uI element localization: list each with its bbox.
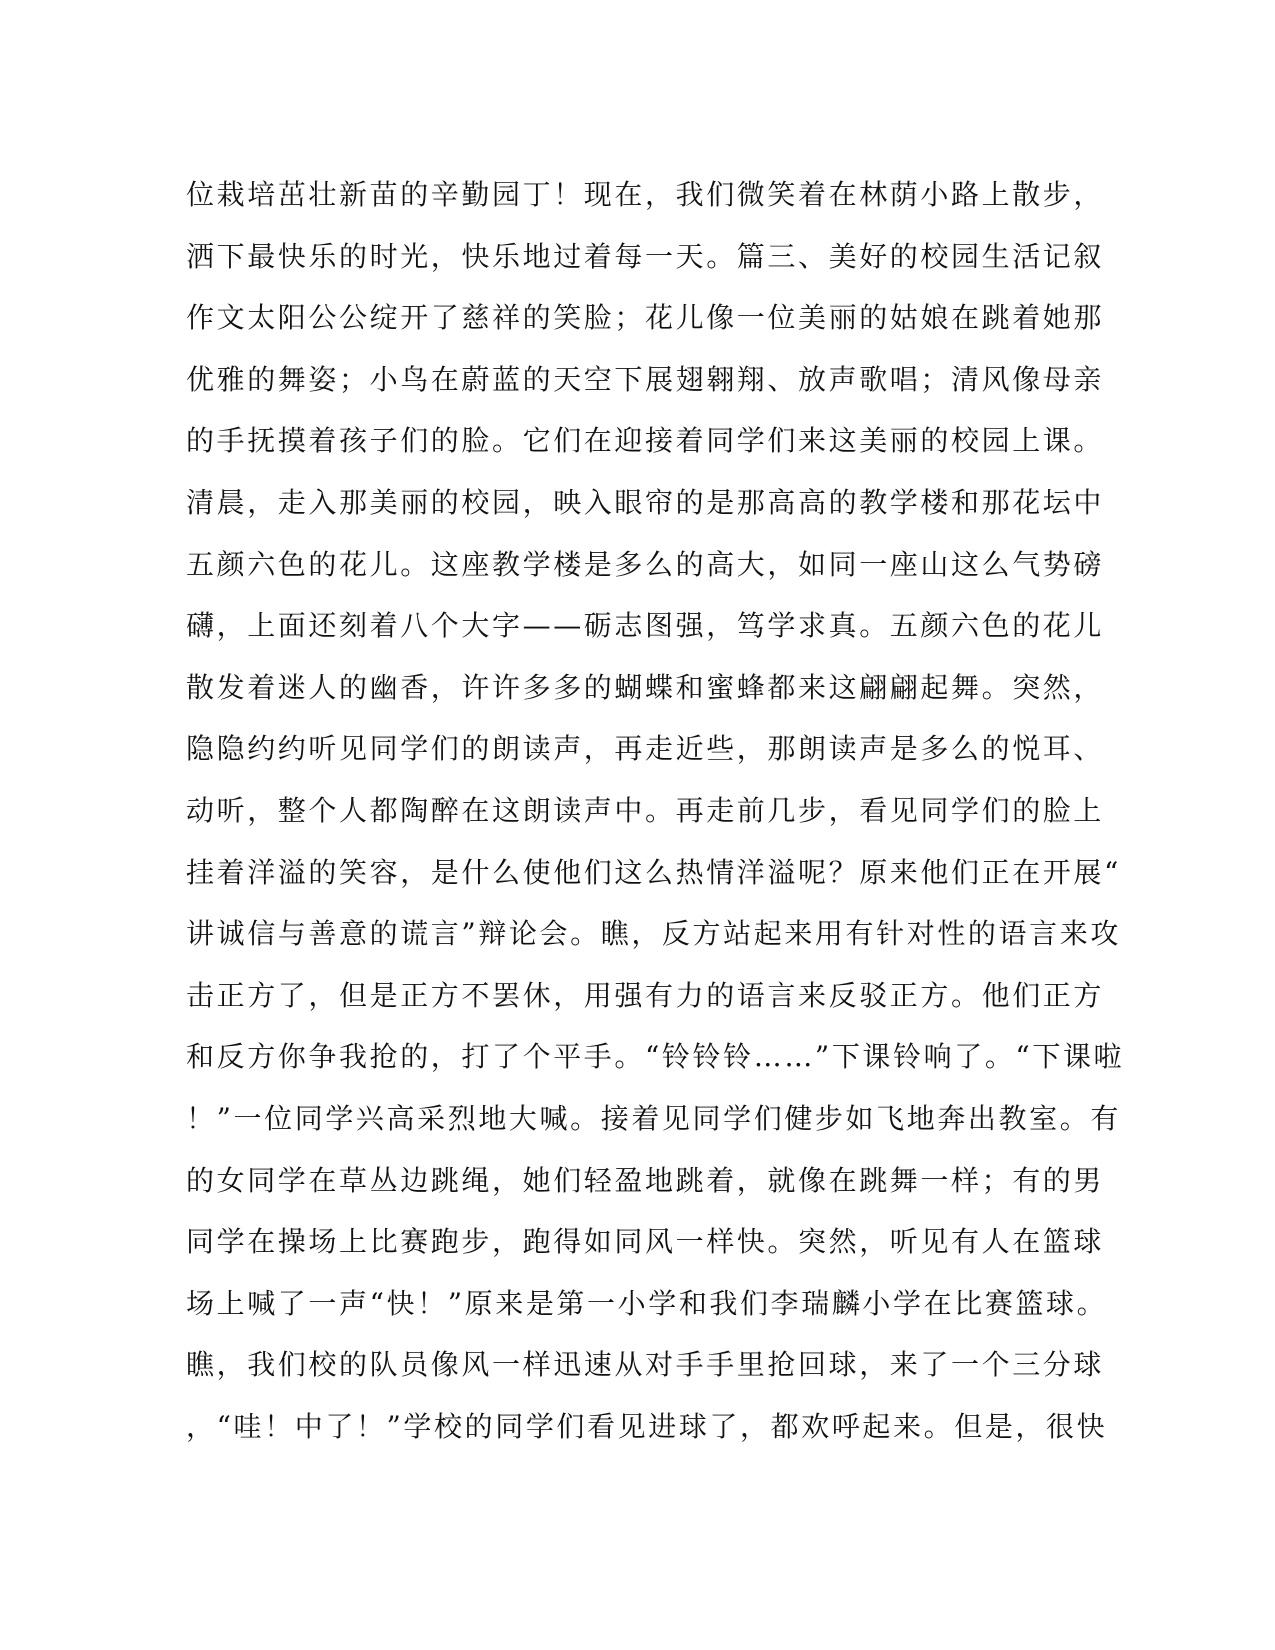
text-line: 讲诚信与善意的谎言”辩论会。瞧，反方站起来用有针对性的语言来攻 xyxy=(186,917,1121,951)
text-line: 作文太阳公公绽开了慈祥的笑脸；花儿像一位美丽的姑娘在跳着她那 xyxy=(186,301,1105,335)
text-line: ！”一位同学兴高采烈地大喊。接着见同学们健步如飞地奔出教室。有 xyxy=(186,1101,1121,1135)
text-line: 瞧，我们校的队员像风一样迅速从对手手里抢回球，来了一个三分球 xyxy=(186,1348,1105,1382)
text-line: 动听，整个人都陶醉在这朗读声中。再走前几步，看见同学们的脸上 xyxy=(186,793,1105,827)
text-line: 位栽培茁壮新苗的辛勤园丁！现在，我们微笑着在林荫小路上散步， xyxy=(186,178,1105,211)
text-line: 击正方了，但是正方不罢休，用强有力的语言来反驳正方。他们正方 xyxy=(186,978,1105,1012)
text-line: 散发着迷人的幽香，许许多多的蝴蝶和蜜蜂都来这翩翩起舞。突然， xyxy=(186,670,1105,704)
text-line: ，“哇！中了！”学校的同学们看见进球了，都欢呼起来。但是，很快 xyxy=(186,1409,1108,1443)
text-line: 同学在操场上比赛跑步，跑得如同风一样快。突然，听见有人在篮球 xyxy=(186,1225,1105,1259)
text-line: 清晨，走入那美丽的校园，映入眼帘的是那高高的教学楼和那花坛中 xyxy=(186,485,1105,519)
text-line: 五颜六色的花儿。这座教学楼是多么的高大，如同一座山这么气势磅 xyxy=(186,547,1105,581)
text-line: 隐隐约约听见同学们的朗读声，再走近些，那朗读声是多么的悦耳、 xyxy=(186,732,1105,766)
body-text xyxy=(186,164,1125,1457)
text-line: 挂着洋溢的笑容，是什么使他们这么热情洋溢呢？原来他们正在开展“ xyxy=(186,855,1121,889)
text-line: 的女同学在草丛边跳绳，她们轻盈地跳着，就像在跳舞一样；有的男 xyxy=(186,1163,1105,1197)
text-line: 礴，上面还刻着八个大字——砺志图强，笃学求真。五颜六色的花儿 xyxy=(186,609,1105,643)
text-line: 洒下最快乐的时光，快乐地过着每一天。篇三、美好的校园生活记叙 xyxy=(186,239,1105,273)
text-line: 和反方你争我抢的，打了个平手。“铃铃铃……”下课铃响了。“下课啦 xyxy=(186,1040,1125,1074)
text-line: 的手抚摸着孩子们的脸。它们在迎接着同学们来这美丽的校园上课。 xyxy=(186,424,1105,458)
text-line: 场上喊了一声“快！”原来是第一小学和我们李瑞麟小学在比赛篮球。 xyxy=(186,1286,1108,1320)
text-line: 优雅的舞姿；小鸟在蔚蓝的天空下展翅翱翔、放声歌唱；清风像母亲 xyxy=(186,362,1105,396)
